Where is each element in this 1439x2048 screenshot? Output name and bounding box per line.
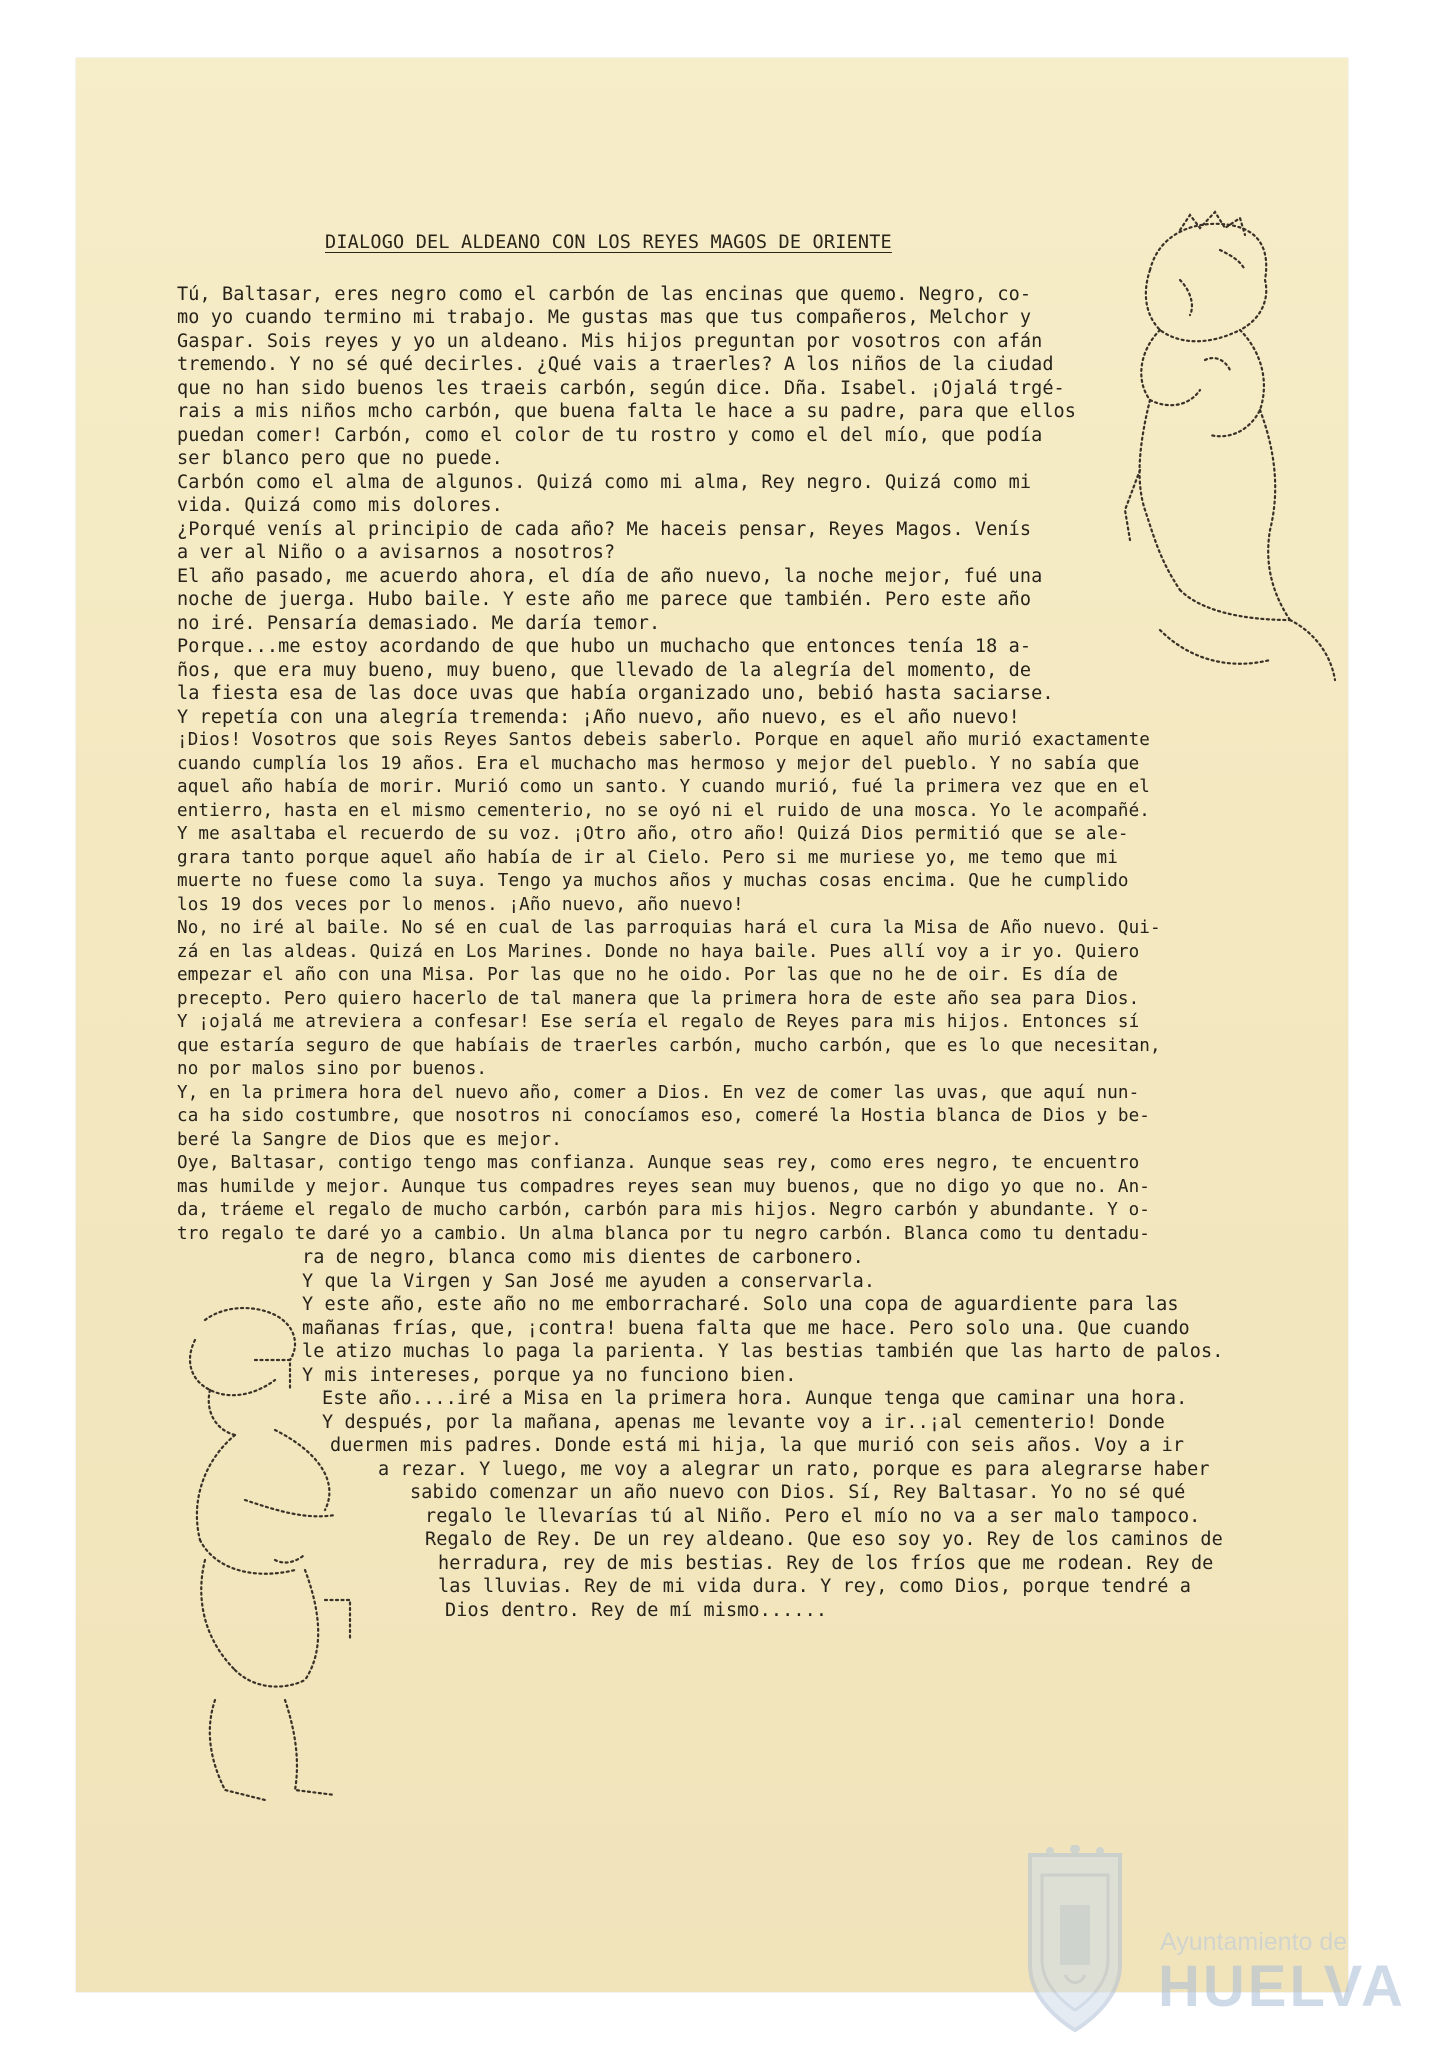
text-line: a ver al Niño o a avisarnos a nosotros?: [177, 542, 616, 563]
text-line: Y, en la primera hora del nuevo año, comer a Dios. En vez de comer las uvas, que aquí nun-: [177, 1083, 1140, 1103]
text-line: mañanas frías, que, ¡contra! buena falta que me hace. Pero solo una. Que cuando: [302, 1318, 1190, 1339]
peasant-illustration: [175, 1300, 435, 1820]
king-illustration: [1120, 210, 1350, 730]
text-line: ca ha sido costumbre, que nosotros ni conocíamos eso, comeré la Hostia blanca de Dios y be-: [177, 1106, 1151, 1126]
text-line: vida. Quizá como mis dolores.: [177, 495, 503, 516]
text-line: beré la Sangre de Dios que es mejor.: [177, 1130, 562, 1150]
text-line: la fiesta esa de las doce uvas que había organizado uno, bebió hasta saciarse.: [177, 683, 1054, 704]
text-line: Porque...me estoy acordando de que hubo un muchacho que entonces tenía 18 a-: [177, 636, 1032, 657]
watermark-subtitle: Ayuntamiento de: [1160, 1928, 1348, 1956]
text-line: que estaría seguro de que habíais de traerles carbón, mucho carbón, que es lo que necesitan,: [177, 1036, 1161, 1056]
text-line: ¿Porqué venís al principio de cada año? Me haceis pensar, Reyes Magos. Venís: [177, 519, 1032, 540]
text-line: duermen mis padres. Donde está mi hija, la que murió con seis años. Voy a ir: [330, 1435, 1185, 1456]
huelva-watermark: [1020, 1845, 1406, 2035]
text-line: Tú, Baltasar, eres negro como el carbón de las encinas que quemo. Negro, co-: [177, 284, 1032, 305]
text-line: Y ¡ojalá me atreviera a confesar! Ese sería el regalo de Reyes para mis hijos. Entonces sí: [177, 1012, 1140, 1032]
text-line: rais a mis niños mcho carbón, que buena falta le hace a su padre, para que ellos: [177, 401, 1077, 422]
text-line: Y repetía con una alegría tremenda: ¡Año nuevo, año nuevo, es el año nuevo!: [177, 707, 1020, 728]
text-line: Oye, Baltasar, contigo tengo mas confianza. Aunque seas rey, como eres negro, te encuentro: [177, 1153, 1140, 1173]
text-line: Carbón como el alma de algunos. Quizá como mi alma, Rey negro. Quizá como mi: [177, 472, 1032, 493]
text-line: Y me asaltaba el recuerdo de su voz. ¡Otro año, otro año! Quizá Dios permitió que se ale-: [177, 824, 1129, 844]
watermark-name: HUELVA: [1158, 1954, 1406, 2019]
text-line: puedan comer! Carbón, como el color de tu rostro y como el del mío, que podía: [177, 425, 1043, 446]
text-line: que no han sido buenos les traeis carbón, según dice. Dña. Isabel. ¡Ojalá trgé-: [177, 378, 1065, 399]
text-line: da, tráeme el regalo de mucho carbón, carbón para mis hijos. Negro carbón y abundante. Y o-: [177, 1200, 1151, 1220]
text-line: noche de juerga. Hubo baile. Y este año me parece que también. Pero este año: [177, 589, 1032, 610]
text-line: sabido comenzar un año nuevo con Dios. Sí, Rey Baltasar. Yo no sé qué: [410, 1482, 1186, 1503]
text-line: mas humilde y mejor. Aunque tus compadres reyes sean muy buenos, que no digo yo que no. An-: [177, 1177, 1151, 1197]
text-line: los 19 dos veces por lo menos. ¡Año nuevo, año nuevo!: [177, 895, 744, 915]
text-line: herradura, rey de mis bestias. Rey de los fríos que me rodean. Rey de: [438, 1553, 1214, 1574]
text-line: tro regalo te daré yo a cambio. Un alma blanca por tu negro carbón. Blanca como tu dentadu-: [177, 1224, 1151, 1244]
text-line: zá en las aldeas. Quizá en Los Marines. Donde no haya baile. Pues allí voy a ir yo. Quiero: [177, 942, 1140, 962]
text-line: Y que la Virgen y San José me ayuden a conservarla.: [302, 1271, 876, 1292]
text-line: Gaspar. Sois reyes y yo un aldeano. Mis hijos preguntan por vosotros con afán: [177, 331, 1043, 352]
text-line: No, no iré al baile. No sé en cual de las parroquias hará el cura la Misa de Año nuevo. Qui-: [177, 918, 1161, 938]
text-line: El año pasado, me acuerdo ahora, el día de año nuevo, la noche mejor, fué una: [177, 566, 1043, 587]
document-title: DIALOGO DEL ALDEANO CON LOS REYES MAGOS DE ORIENTE: [325, 232, 892, 253]
coat-of-arms-icon: [1020, 1845, 1130, 2035]
text-line: Y este año, este año no me emborracharé. Solo una copa de aguardiente para las: [302, 1294, 1179, 1315]
text-line: ra de negro, blanca como mis dientes de carbonero.: [302, 1247, 864, 1268]
text-line: ¡Dios! Vosotros que sois Reyes Santos debeis saberlo. Porque en aquel año murió exactamente: [177, 730, 1151, 750]
text-line: regalo le llevarías tú al Niño. Pero el mío no va a ser malo tampoco.: [425, 1506, 1201, 1527]
text-line: Dios dentro. Rey de mí mismo......: [445, 1600, 828, 1621]
text-line: mo yo cuando termino mi trabajo. Me gustas mas que tus compañeros, Melchor y: [177, 307, 1032, 328]
text-line: no por malos sino por buenos.: [177, 1059, 488, 1079]
text-line: empezar el año con una Misa. Por las que no he oido. Por las que no he de oir. Es día de: [177, 965, 1118, 985]
text-line: muerte no fuese como la suya. Tengo ya muchos años y muchas cosas encima. Que he cumplido: [177, 871, 1129, 891]
text-line: Regalo de Rey. De un rey aldeano. Que eso soy yo. Rey de los caminos de: [425, 1529, 1223, 1550]
text-line: ños, que era muy bueno, muy bueno, que llevado de la alegría del momento, de: [177, 660, 1032, 681]
text-line: las lluvias. Rey de mi vida dura. Y rey, como Dios, porque tendré a: [438, 1576, 1191, 1597]
text-line: cuando cumplía los 19 años. Era el muchacho mas hermoso y mejor del pueblo. Y no sabía que: [177, 754, 1140, 774]
text-line: Este año....iré a Misa en la primera hora. Aunque tenga que caminar una hora.: [322, 1388, 1188, 1409]
text-line: ser blanco pero que no puede.: [177, 448, 503, 469]
text-line: a rezar. Y luego, me voy a alegrar un rato, porque es para alegrarse haber: [378, 1459, 1210, 1480]
text-line: tremendo. Y no sé qué decirles. ¿Qué vais a traerles? A los niños de la ciudad: [177, 354, 1054, 375]
text-line: Y después, por la mañana, apenas me levante voy a ir..¡al cementerio! Donde: [322, 1412, 1165, 1433]
text-line: aquel año había de morir. Murió como un santo. Y cuando murió, fué la primera vez que en el: [177, 777, 1151, 797]
text-line: le atizo muchas lo paga la parienta. Y las bestias también que las harto de palos.: [302, 1341, 1224, 1362]
text-line: grara tanto porque aquel año había de ir al Cielo. Pero si me muriese yo, me temo que mi: [177, 848, 1118, 868]
text-line: no iré. Pensaría demasiado. Me daría temor.: [177, 613, 661, 634]
text-line: precepto. Pero quiero hacerlo de tal manera que la primera hora de este año sea para Dios.: [177, 989, 1140, 1009]
text-line: entierro, hasta en el mismo cementerio, no se oyó ni el ruido de una mosca. Yo le acompañé.: [177, 801, 1151, 821]
text-line: Y mis intereses, porque ya no funciono bien.: [302, 1365, 797, 1386]
